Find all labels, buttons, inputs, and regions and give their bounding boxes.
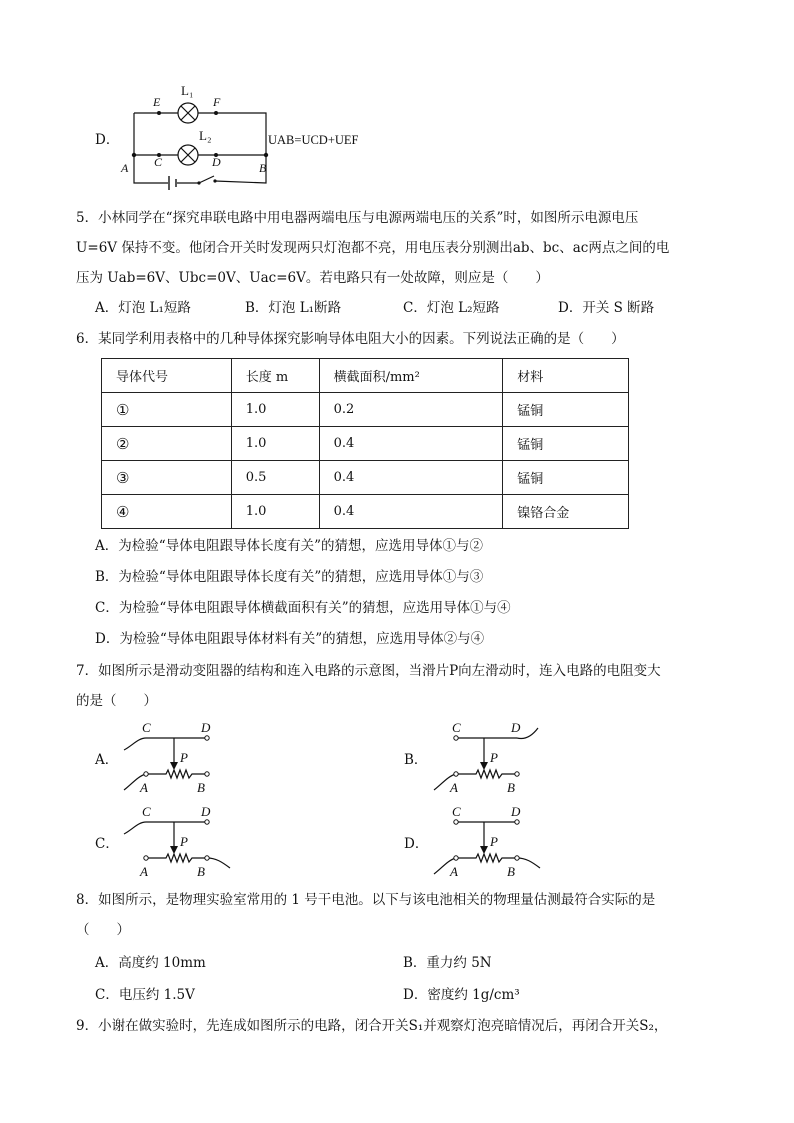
svg-text:C: C	[142, 720, 151, 735]
q7-stem-line1: 7．如图所示是滑动变阻器的结构和连入电路的示意图，当滑片P向左滑动时，连入电路的电阻变大	[76, 663, 661, 679]
svg-text:A: A	[450, 780, 458, 795]
q4-circuit-diagram	[0, 0, 794, 200]
table-row	[102, 427, 629, 461]
q8-stem-line1: 8．如图所示，是物理实验室常用的 1 号干电池。以下与该电池相关的物理量估测最符合实际的是	[76, 892, 656, 908]
table-cell: ②	[102, 427, 232, 461]
q7-option-a-label[interactable]: A．	[95, 752, 119, 768]
table-cell: 1.0	[231, 393, 319, 427]
svg-text:P: P	[490, 750, 498, 765]
svg-text:C: C	[452, 720, 461, 735]
q5-stem-line2: U=6V 保持不变。他闭合开关时发现两只灯泡都不亮，用电压表分别测出ab、bc、ac两点之间的电	[76, 240, 670, 256]
table-cell: 0.2	[319, 393, 503, 427]
table-cell: 0.4	[319, 427, 503, 461]
wire-to-c	[124, 738, 146, 750]
svg-text:D: D	[511, 804, 521, 819]
table-cell: 锰铜	[503, 393, 629, 427]
table-cell: ①	[102, 393, 232, 427]
q8-option-b[interactable]: B．重力约 5N	[403, 955, 492, 971]
rheostat-diagram-b	[420, 718, 560, 798]
svg-text:C: C	[142, 804, 151, 819]
table-cell: 锰铜	[503, 461, 629, 495]
conductor-table	[101, 358, 629, 529]
wire-to-c	[124, 822, 146, 834]
table-row	[102, 461, 629, 495]
svg-text:A: A	[450, 864, 458, 879]
q6-option-a[interactable]: A．为检验“导体电阻跟导体长度有关”的猜想，应选用导体①与②	[95, 538, 484, 554]
table-cell: ③	[102, 461, 232, 495]
lamp-l1-label: L₁	[181, 83, 194, 98]
node-f-label: F	[213, 95, 221, 109]
table-row	[102, 495, 629, 529]
q6-option-c[interactable]: C．为检验“导体电阻跟导体横截面积有关”的猜想，应选用导体①与④	[95, 600, 511, 616]
table-header-cell: 长度 m	[231, 359, 319, 393]
q5-stem-line1: 5．小林同学在“探究串联电路中用电器两端电压与电源两端电压的关系”时，如图所示电源电压	[76, 210, 639, 226]
q5-option-a[interactable]: A．灯泡 L₁短路	[95, 300, 191, 316]
q5-option-b[interactable]: B．灯泡 L₁断路	[245, 300, 342, 316]
q8-option-a[interactable]: A．高度约 10mm	[95, 955, 206, 971]
rheostat-diagram-a	[110, 718, 230, 798]
q6-option-b[interactable]: B．为检验“导体电阻跟导体长度有关”的猜想，应选用导体①与③	[95, 569, 484, 585]
svg-text:P: P	[490, 834, 498, 849]
svg-text:A: A	[140, 780, 148, 795]
q5-option-c[interactable]: C．灯泡 L₂短路	[403, 300, 500, 316]
wire-to-b	[207, 858, 230, 868]
svg-text:A: A	[140, 864, 148, 879]
node-b-label: B	[259, 161, 267, 175]
node-c-label: C	[154, 155, 163, 169]
rheostat-diagram-c	[110, 802, 250, 882]
q8-stem-line2: （ ）	[76, 922, 130, 938]
table-row	[102, 393, 629, 427]
table-cell: 镍铬合金	[503, 495, 629, 529]
lamp-l2-label: L₂	[199, 128, 212, 143]
node-a-label: A	[121, 161, 129, 175]
table-header-cell: 横截面积/mm²	[319, 359, 503, 393]
svg-text:B: B	[197, 780, 205, 795]
q8-option-d[interactable]: D．密度约 1g/cm³	[403, 987, 520, 1003]
rheostat-diagram-d	[420, 802, 560, 882]
q5-stem-line3: 压为 Uab=6V、Ubc=0V、Uac=6V。若电路只有一处故障，则应是（ ）	[76, 270, 549, 286]
q6-stem: 6．某同学利用表格中的几种导体探究影响导体电阻大小的因素。下列说法正确的是（ ）	[76, 331, 625, 347]
table-cell: 0.4	[319, 461, 503, 495]
svg-text:P: P	[180, 750, 188, 765]
q7-option-d-label[interactable]: D．	[404, 836, 429, 852]
table-cell: 0.4	[319, 495, 503, 529]
svg-text:P: P	[180, 834, 188, 849]
q7-option-c-label[interactable]: C．	[95, 836, 119, 852]
svg-text:C: C	[452, 804, 461, 819]
node-e-label: E	[153, 95, 161, 109]
q5-option-d[interactable]: D．开关 S 断路	[558, 300, 655, 316]
table-header-cell: 导体代号	[102, 359, 232, 393]
table-cell: ④	[102, 495, 232, 529]
table-cell: 锰铜	[503, 427, 629, 461]
svg-text:D: D	[201, 804, 211, 819]
svg-text:D: D	[201, 720, 211, 735]
svg-text:B: B	[507, 780, 515, 795]
table-header-cell: 材料	[503, 359, 629, 393]
svg-text:B: B	[197, 864, 205, 879]
q7-option-b-label[interactable]: B．	[404, 752, 428, 768]
table-header-row	[102, 359, 629, 393]
q7-stem-line2: 的是（ ）	[76, 693, 157, 709]
table-cell: 1.0	[231, 495, 319, 529]
voltage-formula: UAB=UCD+UEF	[268, 133, 359, 147]
node-d-label: D	[212, 155, 221, 169]
q8-option-c[interactable]: C．电压约 1.5V	[95, 987, 195, 1003]
svg-text:D: D	[511, 720, 521, 735]
table-cell: 1.0	[231, 427, 319, 461]
table-cell: 0.5	[231, 461, 319, 495]
battery-icon	[169, 176, 176, 190]
svg-text:B: B	[507, 864, 515, 879]
q6-option-d[interactable]: D．为检验“导体电阻跟导体材料有关”的猜想，应选用导体②与④	[95, 631, 485, 647]
switch-icon	[199, 176, 214, 183]
wire-to-b	[517, 858, 540, 868]
q4-option-d-label: D．	[95, 132, 120, 148]
q9-stem-line1: 9．小谢在做实验时，先连成如图所示的电路，闭合开关S₁并观察灯泡亮暗情况后，再闭合开关S₂，	[76, 1018, 668, 1034]
